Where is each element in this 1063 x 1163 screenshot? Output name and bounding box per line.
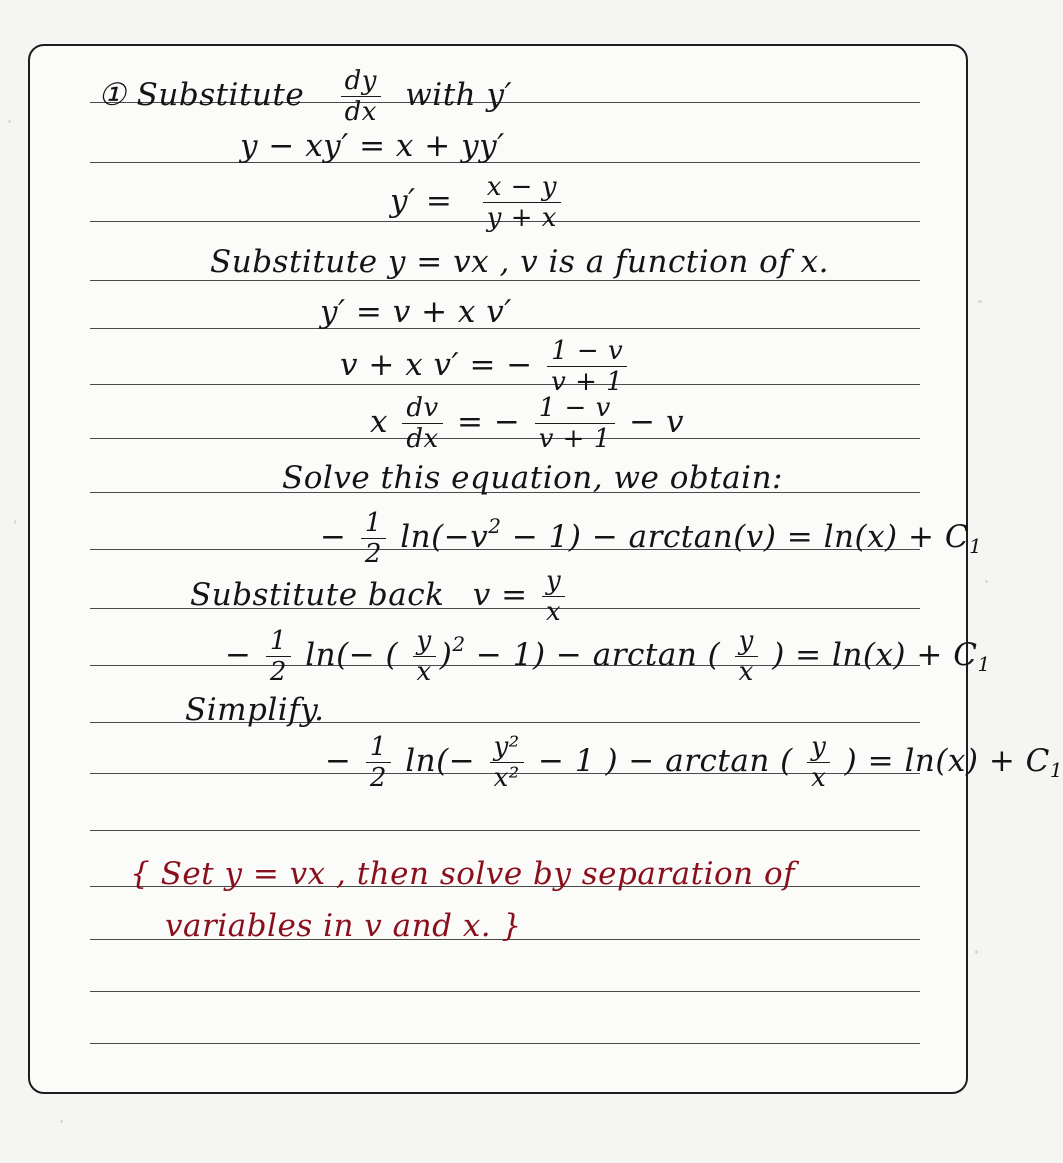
equation-4-fraction: [547, 336, 627, 397]
equation-6-part: ln(−v: [400, 519, 489, 555]
superscript: 2: [452, 632, 466, 656]
equation-5: [370, 393, 684, 454]
minus-sign: −: [325, 743, 352, 779]
fraction-denominator: 2: [369, 763, 387, 793]
minus-sign: −: [225, 637, 252, 673]
y-over-x-fraction: [413, 626, 436, 687]
half-fraction: [361, 508, 386, 569]
equation-4: [340, 336, 631, 397]
notebook-page: [28, 44, 1063, 1094]
note-line-2: [165, 906, 522, 946]
fraction-denominator: x: [738, 657, 754, 687]
substitute-line: [210, 242, 829, 282]
equation-4-lhs: v + x v′ = −: [340, 347, 533, 383]
fraction-denominator: 2: [269, 657, 287, 687]
minus-sign: −: [320, 519, 347, 555]
scan-speckle: [60, 1120, 63, 1123]
dy-dx-fraction: [341, 66, 381, 127]
substitute-back-eq: v =: [472, 577, 528, 613]
equation-7-part: − 1) − arctan (: [475, 637, 721, 673]
equation-5-tail: − v: [629, 404, 684, 440]
fraction-numerator: 1: [361, 508, 386, 539]
scan-speckle: [975, 950, 978, 954]
fraction-denominator: y + x: [486, 203, 557, 233]
equation-2-lhs: y′ =: [390, 183, 453, 219]
equation-8-part: − 1 ) − arctan (: [538, 743, 793, 779]
step1-label: ① Substitute: [98, 77, 305, 113]
fraction-numerator: 1 − v: [535, 393, 615, 424]
y-over-x-fraction: [807, 732, 830, 793]
equation-8-part: ln(−: [405, 743, 476, 779]
simplify-line: [185, 690, 324, 730]
equation-8: [325, 732, 1063, 793]
step1-tail: with y′: [405, 77, 513, 113]
equation-6-part: − 1) − arctan(v) = ln(x) + C: [511, 519, 970, 555]
substitute-back-text: Substitute back: [190, 577, 445, 613]
equation-2: [390, 172, 565, 233]
fraction-denominator: x: [545, 597, 562, 627]
equation-3: [320, 292, 512, 332]
half-fraction: [266, 626, 291, 687]
fraction-denominator: x²: [493, 763, 520, 793]
equation-3-text: y′ = v + x v′: [320, 294, 512, 330]
note-line-1: [130, 854, 795, 894]
equation-7-part: ): [439, 637, 453, 673]
step1-line: [98, 66, 512, 127]
solve-text: Solve this equation, we obtain:: [282, 460, 783, 496]
ruled-line: [90, 1043, 920, 1044]
fraction-numerator: 1: [266, 626, 291, 657]
fraction-numerator: dv: [402, 393, 442, 424]
equation-8-part: ) = ln(x) + C: [844, 743, 1050, 779]
fraction-denominator: v + 1: [538, 424, 611, 454]
note-text-1: { Set y = vx , then solve by separation of: [130, 856, 796, 892]
ruled-line: [90, 830, 920, 831]
substitute-back-line: [190, 566, 569, 627]
fraction-numerator: y: [735, 626, 758, 657]
fraction-numerator: y: [413, 626, 436, 657]
fraction-numerator: y: [542, 566, 565, 597]
subscript: 1: [977, 652, 991, 676]
y-over-x-fraction: [542, 566, 565, 627]
subscript: 1: [969, 534, 983, 558]
subscript: 1: [1049, 758, 1063, 782]
equation-6: [320, 506, 982, 569]
equation-1: [240, 126, 505, 166]
fraction-denominator: dx: [344, 97, 377, 127]
equation-7-part: ) = ln(x) + C: [772, 637, 978, 673]
y2-over-x2-fraction: [490, 732, 524, 793]
substitute-text: Substitute y = vx , v is a function of x.: [210, 244, 829, 280]
equation-7: [225, 624, 991, 687]
equation-2-fraction: [483, 172, 561, 233]
y-over-x-fraction: [735, 626, 758, 687]
equation-5-fraction: [535, 393, 615, 454]
fraction-numerator: 1: [366, 732, 391, 763]
equation-5-x: x: [370, 404, 388, 440]
fraction-numerator: y: [807, 732, 830, 763]
fraction-denominator: dx: [406, 424, 439, 454]
scan-speckle: [8, 120, 11, 123]
fraction-denominator: x: [416, 657, 432, 687]
fraction-denominator: v + 1: [551, 367, 624, 397]
simplify-text: Simplify.: [185, 692, 325, 728]
ruled-line: [90, 991, 920, 992]
half-fraction: [366, 732, 391, 793]
equation-7-part: ln(− (: [305, 637, 399, 673]
fraction-denominator: x: [811, 763, 827, 793]
fraction-denominator: 2: [364, 539, 382, 569]
solve-line: [282, 458, 783, 498]
dv-dx-fraction: [402, 393, 442, 454]
superscript: 2: [488, 514, 502, 538]
scan-speckle: [978, 300, 982, 303]
ruled-line: [90, 162, 920, 163]
fraction-numerator: x − y: [483, 172, 561, 203]
scan-speckle: [14, 520, 16, 524]
fraction-numerator: dy: [341, 66, 381, 97]
note-text-2: variables in v and x. }: [165, 908, 522, 944]
fraction-numerator: 1 − v: [547, 336, 627, 367]
fraction-numerator: y²: [490, 732, 524, 763]
scan-speckle: [985, 580, 988, 583]
equation-1-text: y − xy′ = x + yy′: [240, 128, 505, 164]
equation-5-mid: = −: [457, 404, 521, 440]
